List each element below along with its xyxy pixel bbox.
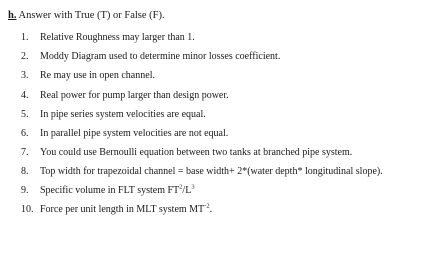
question-number: 1. (21, 32, 29, 43)
superscript: 3 (191, 183, 195, 191)
question-text: In pipe series system velocities are equal. (40, 109, 206, 120)
section-label: h. (8, 10, 17, 21)
question-text-main: Specific volume in FLT system FT (40, 185, 180, 196)
question-text (40, 204, 212, 216)
question-number: 4. (21, 90, 29, 101)
question-number: 5. (21, 109, 29, 120)
question-text: In parallel pipe system velocities are not equal. (40, 128, 229, 139)
question-text: Real power for pump larger than design power. (40, 90, 229, 101)
superscript: 2 (179, 183, 183, 191)
question-text: Moddy Diagram used to determine minor losses coefficient. (40, 51, 281, 62)
question-heading (8, 9, 165, 22)
question-text: Relative Roughness may larger than 1. (40, 32, 195, 43)
question-text (40, 185, 195, 197)
question-number: 2. (21, 51, 29, 62)
question-text-mid: /L (182, 185, 192, 196)
question-text: You could use Bernoulli equation between two tanks at branched pipe system. (40, 147, 353, 158)
question-text: Top width for trapezoidal channel = base width+ 2*(water depth* longitudinal slope). (40, 166, 383, 177)
superscript: -2 (204, 202, 210, 210)
question-number: 9. (21, 185, 29, 196)
heading-text: Answer with True (T) or False (F). (18, 10, 165, 21)
question-number: 6. (21, 128, 29, 139)
question-text: Re may use in open channel. (40, 70, 155, 81)
question-number: 3. (21, 70, 29, 81)
question-text-main: Force per unit length in MLT system MT (40, 204, 205, 215)
question-number: 8. (21, 166, 29, 177)
question-number: 7. (21, 147, 29, 158)
question-text-mid: . (209, 204, 213, 215)
question-number: 10. (21, 204, 34, 215)
